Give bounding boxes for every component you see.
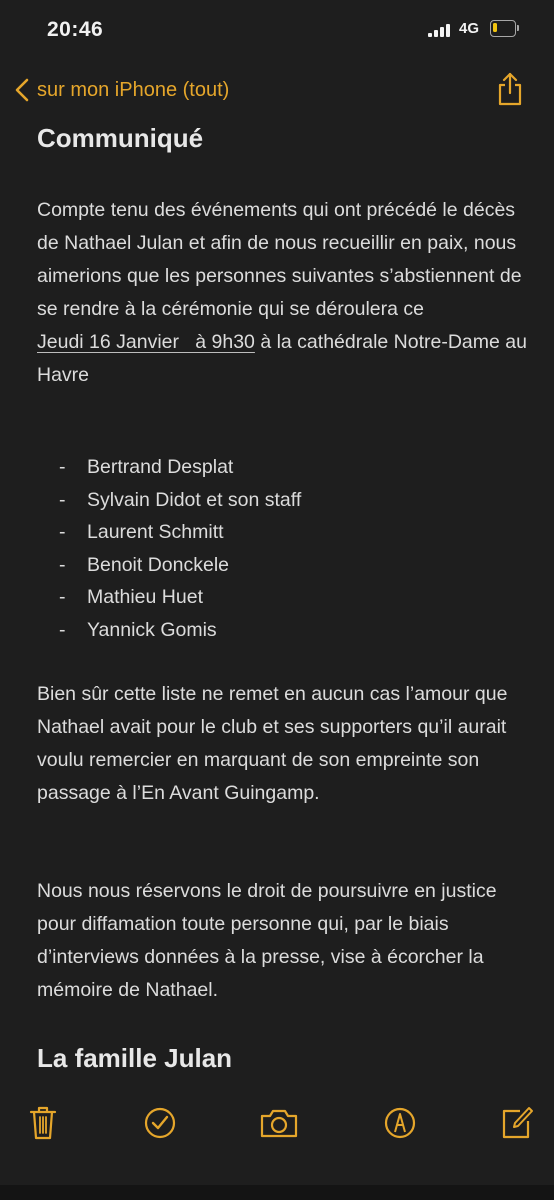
list-item-text: Laurent Schmitt — [87, 521, 224, 544]
list-item-text: Benoit Donckele — [87, 553, 230, 576]
note-body[interactable] — [37, 118, 527, 1073]
event-date-link[interactable]: Jeudi 16 Janvier à 9h30 — [37, 331, 255, 353]
note-paragraph-2: Bien sûr cette liste ne remet en aucun cas l’amour que Nathael avait pour le club et ses supporters qu’il aurait voulu remercier en marquant de son empreinte son passage à l’En Avant Guingamp. — [37, 683, 508, 804]
trash-icon — [29, 1105, 57, 1141]
list-dash: - — [59, 521, 66, 544]
share-button[interactable] — [495, 71, 525, 107]
list-item — [59, 549, 301, 582]
camera-icon — [259, 1105, 299, 1141]
battery-icon — [490, 20, 519, 37]
markup-pen-icon — [382, 1105, 418, 1141]
network-type: 4G — [459, 20, 480, 37]
share-icon — [495, 71, 525, 107]
list-dash: - — [59, 553, 66, 576]
list-item-text: Mathieu Huet — [87, 586, 203, 609]
checklist-icon — [142, 1105, 178, 1141]
list-dash: - — [59, 456, 66, 478]
back-button-label: sur mon iPhone (tout) — [37, 78, 230, 101]
back-button[interactable] — [15, 72, 229, 108]
chevron-left-icon — [15, 78, 29, 102]
home-indicator-area — [0, 1185, 554, 1200]
list-dash: - — [59, 618, 66, 641]
bottom-toolbar — [0, 1105, 554, 1145]
delete-button[interactable] — [23, 1105, 63, 1145]
status-time: 20:46 — [47, 18, 104, 41]
camera-button[interactable] — [259, 1105, 299, 1145]
status-bar — [0, 0, 554, 62]
compose-button[interactable] — [497, 1105, 537, 1145]
note-signature: La famille Julan — [37, 1043, 233, 1073]
note-title: Communiqué — [37, 123, 204, 153]
checklist-button[interactable] — [140, 1105, 180, 1145]
battery-level — [493, 23, 497, 32]
paragraph-1-text-end: à la cathédrale Notre-Dame au Havre — [37, 331, 527, 386]
list-item-text: Bertrand Desplat — [87, 456, 234, 478]
cellular-signal-icon — [428, 23, 454, 37]
markup-button[interactable] — [380, 1105, 420, 1145]
list-item — [59, 451, 301, 484]
paragraph-1-text-start: Compte tenu des événements qui ont précédé le décès de Nathael Julan et afin de nous recueillir en paix, nous aimerions que les personnes suivantes s’abstiennent de se rendre à la cérémonie qui se déroulera ce — [37, 199, 522, 320]
list-item-text: Yannick Gomis — [87, 618, 217, 641]
list-item-text: Sylvain Didot et son staff — [87, 488, 302, 511]
note-paragraph-3: Nous nous réservons le droit de poursuivre en justice pour diffamation toute personne qui, par le biais d’interviews données à la presse, vise à écorcher la mémoire de Nathael. — [37, 880, 497, 1001]
navigation-bar — [0, 62, 554, 120]
list-dash: - — [59, 586, 66, 609]
list-item — [59, 484, 301, 517]
list-item — [59, 581, 301, 614]
list-dash: - — [59, 488, 66, 511]
compose-icon — [500, 1105, 534, 1141]
excluded-persons-list — [59, 451, 301, 647]
note-paragraph-1 — [37, 194, 527, 392]
list-item — [59, 516, 301, 549]
list-item — [59, 614, 301, 647]
